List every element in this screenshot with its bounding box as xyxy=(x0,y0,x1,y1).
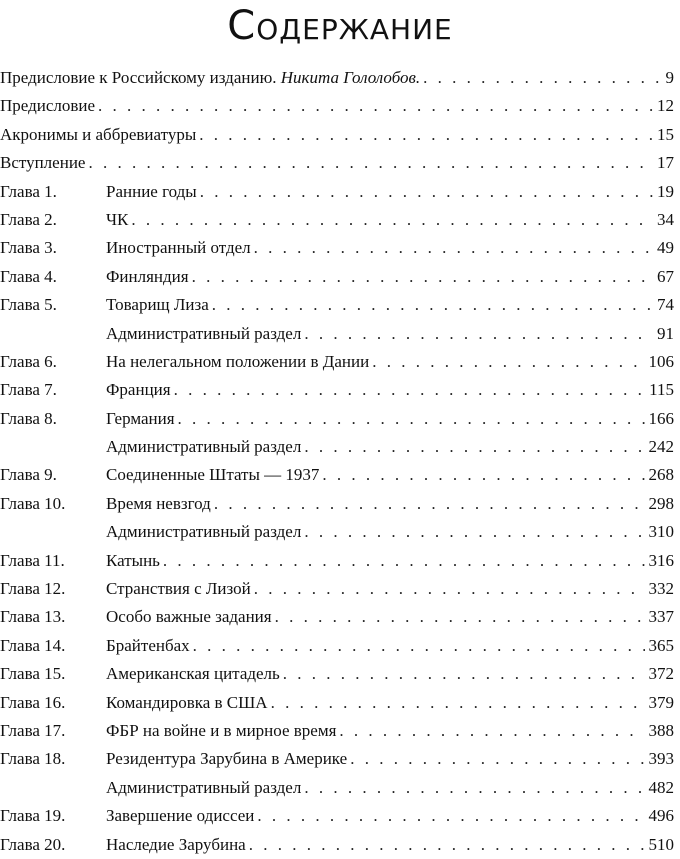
toc-entry xyxy=(106,178,674,206)
toc-row-chapter xyxy=(0,660,680,688)
toc-entry-text: Административный раздел xyxy=(106,777,302,797)
toc-entry-text: Командировка в США xyxy=(106,692,268,712)
toc-row-chapter xyxy=(0,234,680,262)
toc-entry-text: Вступление xyxy=(0,153,86,173)
toc-row-section xyxy=(0,320,680,348)
toc-entry-text: Особо важные задания xyxy=(106,607,272,627)
dot-leader xyxy=(192,263,653,291)
chapter-label: Глава 10. xyxy=(0,493,66,513)
toc-entry xyxy=(106,461,674,489)
toc-entry xyxy=(106,632,674,660)
toc-page-number: 388 xyxy=(648,720,674,740)
toc-entry-text: Франция xyxy=(106,380,171,400)
dot-leader xyxy=(257,802,644,830)
toc-entry-text: Предисловие к Российскому изданию. xyxy=(0,68,277,87)
toc-entry xyxy=(106,234,674,262)
dot-leader xyxy=(275,603,645,631)
toc-row-chapter xyxy=(0,263,680,291)
dot-leader xyxy=(174,376,646,404)
toc-entry-text: Акронимы и аббревиатуры xyxy=(0,124,197,144)
dot-leader xyxy=(254,575,645,603)
dot-leader xyxy=(131,206,653,234)
toc-entry-author: Никита Гололобов. xyxy=(280,68,421,87)
toc-page-number: 337 xyxy=(648,607,674,627)
toc-entry-text: Странствия с Лизой xyxy=(106,579,251,599)
toc-entry-title xyxy=(0,64,423,92)
dot-leader xyxy=(372,348,644,376)
dot-leader xyxy=(271,689,645,717)
toc-entry xyxy=(106,717,674,745)
dot-leader xyxy=(304,518,644,546)
toc-entry xyxy=(106,689,674,717)
dot-leader xyxy=(283,660,645,688)
toc-entry xyxy=(0,121,674,149)
toc-entry-text: Административный раздел xyxy=(106,323,302,343)
toc-page-number: 17 xyxy=(657,153,674,173)
toc-entry xyxy=(106,547,674,575)
chapter-label: Глава 6. xyxy=(0,351,57,371)
toc-entry xyxy=(106,831,674,859)
toc-list xyxy=(0,64,680,859)
toc-row-chapter xyxy=(0,831,680,859)
toc-row-front xyxy=(0,92,680,120)
dot-leader xyxy=(339,717,644,745)
toc-entry-text: Завершение одиссеи xyxy=(106,806,255,826)
toc-entry xyxy=(106,774,674,802)
toc-entry xyxy=(106,575,674,603)
chapter-label: Глава 5. xyxy=(0,295,57,315)
chapter-label: Глава 15. xyxy=(0,664,66,684)
toc-entry xyxy=(106,603,674,631)
toc-entry-text: Ранние годы xyxy=(106,181,197,201)
toc-row-chapter xyxy=(0,575,680,603)
page-title: Содержание xyxy=(227,3,453,49)
toc-entry xyxy=(106,320,674,348)
toc-page-number: 316 xyxy=(648,550,674,570)
toc-entry-text: Административный раздел xyxy=(106,437,302,457)
toc-entry-text: Товарищ Лиза xyxy=(106,295,209,315)
toc-entry xyxy=(106,745,674,773)
toc-row-front xyxy=(0,121,680,149)
toc-entry-text: ЧК xyxy=(106,209,129,229)
toc-row-chapter xyxy=(0,178,680,206)
toc-row-chapter xyxy=(0,490,680,518)
chapter-label: Глава 18. xyxy=(0,749,66,769)
toc-row-chapter xyxy=(0,405,680,433)
dot-leader xyxy=(98,92,653,120)
chapter-label: Глава 13. xyxy=(0,607,66,627)
toc-page-number: 115 xyxy=(649,380,674,400)
toc-entry-text: Германия xyxy=(106,408,175,428)
toc-row-front xyxy=(0,149,680,177)
toc-entry xyxy=(106,660,674,688)
toc-page-number: 372 xyxy=(648,664,674,684)
chapter-label: Глава 3. xyxy=(0,238,57,258)
toc-page-number: 496 xyxy=(648,806,674,826)
chapter-label: Глава 19. xyxy=(0,806,66,826)
toc-entry-text: Американская цитадель xyxy=(106,664,280,684)
toc-page-number: 19 xyxy=(657,181,674,201)
dot-leader xyxy=(304,320,653,348)
toc-entry-text: Катынь xyxy=(106,550,160,570)
dot-leader xyxy=(199,121,653,149)
toc-entry-text: На нелегальном положении в Дании xyxy=(106,351,370,371)
toc-entry xyxy=(106,348,674,376)
toc-row-chapter xyxy=(0,689,680,717)
toc-entry xyxy=(106,263,674,291)
chapter-label: Глава 20. xyxy=(0,834,66,854)
toc-entry xyxy=(106,405,674,433)
toc-row-chapter xyxy=(0,461,680,489)
toc-page-number: 49 xyxy=(657,238,674,258)
toc-entry xyxy=(0,149,674,177)
toc-entry xyxy=(106,490,674,518)
toc-row-chapter xyxy=(0,206,680,234)
dot-leader xyxy=(193,632,645,660)
dot-leader xyxy=(304,774,644,802)
toc-entry-text: Иностранный отдел xyxy=(106,238,251,258)
dot-leader xyxy=(178,405,645,433)
toc-row-chapter xyxy=(0,603,680,631)
toc-row-chapter xyxy=(0,547,680,575)
toc-page-number: 332 xyxy=(648,579,674,599)
toc-entry xyxy=(106,518,674,546)
chapter-label: Глава 7. xyxy=(0,380,57,400)
toc-entry-text: Наследие Зарубина xyxy=(106,834,246,854)
toc-row-chapter xyxy=(0,745,680,773)
chapter-label: Глава 14. xyxy=(0,635,66,655)
dot-leader xyxy=(350,745,644,773)
toc-row-chapter xyxy=(0,632,680,660)
toc-entry-text: Административный раздел xyxy=(106,522,302,542)
toc-page-number: 15 xyxy=(657,124,674,144)
dot-leader xyxy=(88,149,653,177)
chapter-label: Глава 1. xyxy=(0,181,57,201)
toc-page-number: 365 xyxy=(648,635,674,655)
dot-leader xyxy=(200,178,653,206)
chapter-label: Глава 11. xyxy=(0,550,65,570)
toc-page-number: 166 xyxy=(648,408,674,428)
toc-row-section xyxy=(0,433,680,461)
dot-leader xyxy=(254,234,653,262)
dot-leader xyxy=(212,291,653,319)
toc-row-chapter xyxy=(0,376,680,404)
toc-row-chapter xyxy=(0,348,680,376)
dot-leader xyxy=(163,547,645,575)
dot-leader xyxy=(249,831,645,859)
toc-page-number: 393 xyxy=(648,749,674,769)
toc-entry xyxy=(0,64,674,92)
toc-page-number: 9 xyxy=(665,68,674,87)
toc-row-section xyxy=(0,774,680,802)
toc-row-section xyxy=(0,518,680,546)
toc-page-number: 379 xyxy=(648,692,674,712)
toc-entry-text: Соединенные Штаты — 1937 xyxy=(106,465,320,485)
toc-entry-text: Предисловие xyxy=(0,96,96,116)
toc-page-number: 510 xyxy=(648,834,674,854)
toc-page-number: 310 xyxy=(648,522,674,542)
toc-entry xyxy=(106,802,674,830)
toc-page-number: 298 xyxy=(648,493,674,513)
chapter-label: Глава 12. xyxy=(0,579,66,599)
toc-entry xyxy=(0,92,674,120)
toc-page-number: 482 xyxy=(648,777,674,797)
chapter-label: Глава 16. xyxy=(0,692,66,712)
chapter-label: Глава 17. xyxy=(0,720,66,740)
chapter-label: Глава 9. xyxy=(0,465,57,485)
toc-entry-text: Финляндия xyxy=(106,266,189,286)
chapter-label: Глава 2. xyxy=(0,209,57,229)
toc-page-number: 106 xyxy=(648,351,674,371)
toc-row-chapter xyxy=(0,802,680,830)
toc-entry-text: Резидентура Зарубина в Америке xyxy=(106,749,348,769)
toc-entry xyxy=(106,433,674,461)
chapter-label: Глава 8. xyxy=(0,408,57,428)
dot-leader xyxy=(304,433,644,461)
toc-page-number: 12 xyxy=(657,96,674,116)
chapter-label: Глава 4. xyxy=(0,266,57,286)
toc-entry xyxy=(106,376,674,404)
toc-row-front xyxy=(0,64,680,92)
toc-page-number: 74 xyxy=(657,295,674,315)
toc-entry xyxy=(106,206,674,234)
dot-leader xyxy=(322,461,644,489)
toc-entry-text: ФБР на войне и в мирное время xyxy=(106,720,337,740)
toc-page-number: 268 xyxy=(648,465,674,485)
toc-entry xyxy=(106,291,674,319)
toc-entry-text: Брайтенбах xyxy=(106,635,190,655)
toc-entry-text: Время невзгод xyxy=(106,493,211,513)
dot-leader xyxy=(214,490,645,518)
toc-page-number: 34 xyxy=(657,209,674,229)
dot-leader xyxy=(423,64,661,92)
toc-row-chapter xyxy=(0,291,680,319)
toc-page-number: 91 xyxy=(657,323,674,343)
toc-page-number: 242 xyxy=(648,437,674,457)
toc-row-chapter xyxy=(0,717,680,745)
toc-page-number: 67 xyxy=(657,266,674,286)
